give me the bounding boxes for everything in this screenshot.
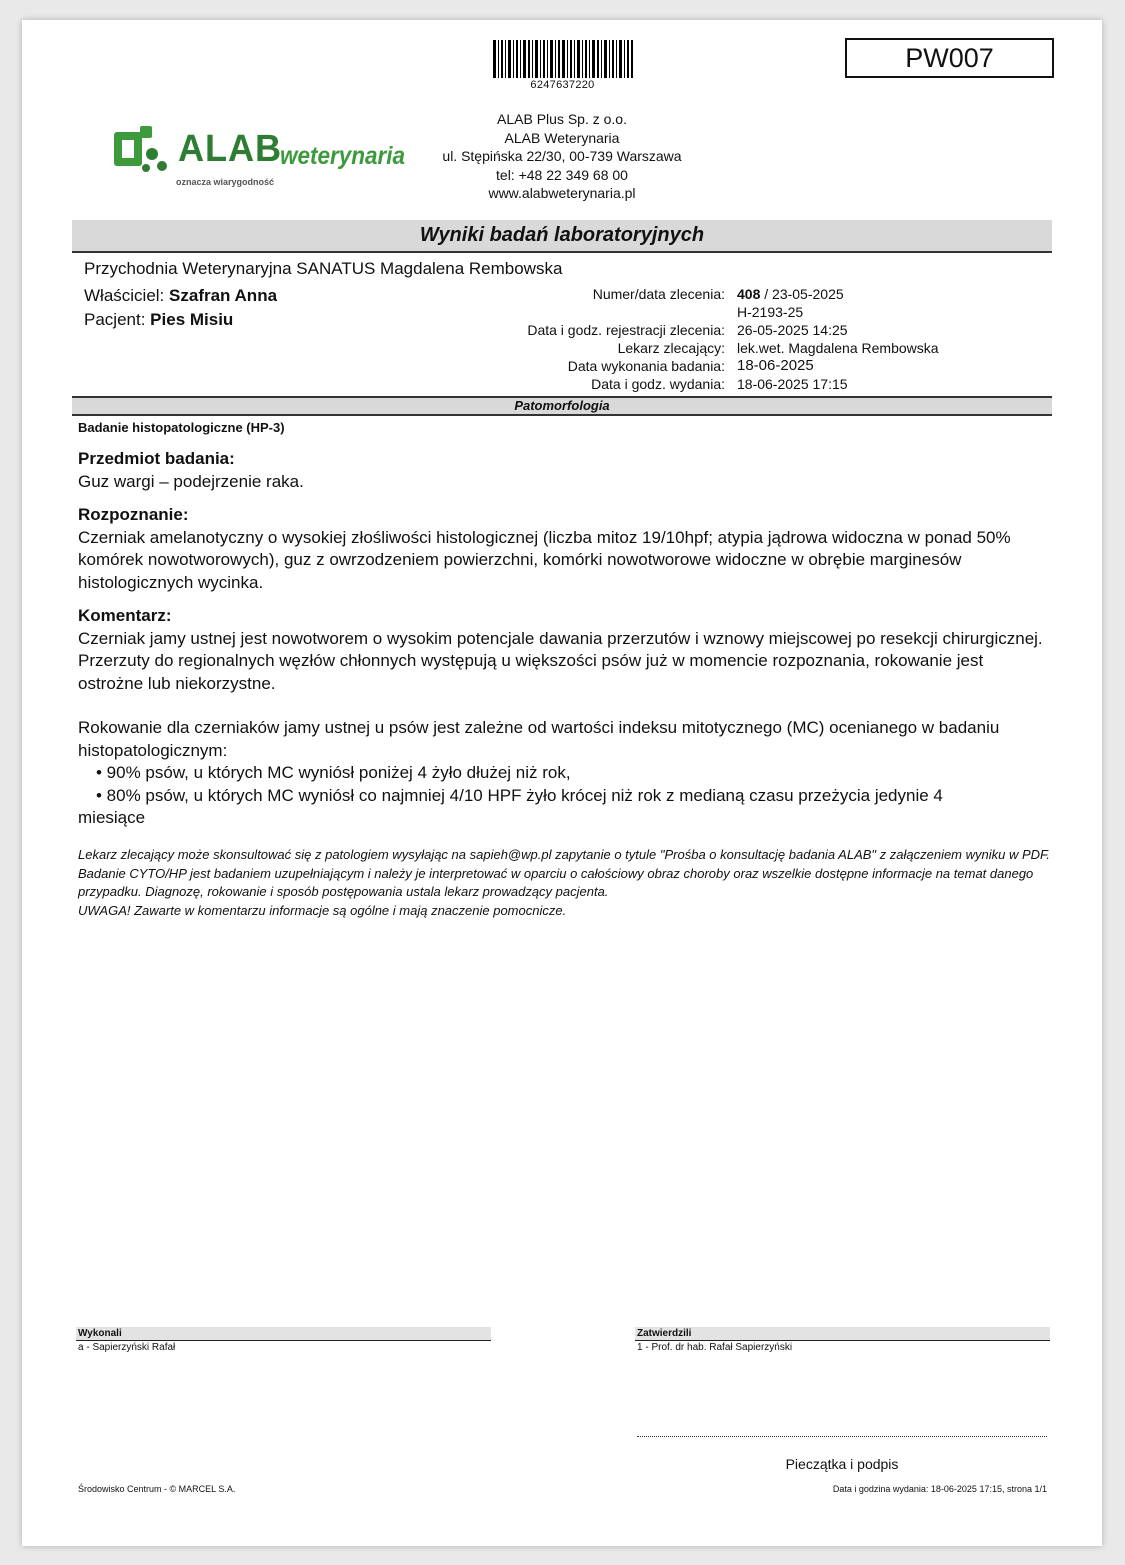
notes (78, 846, 1053, 920)
exam-title: Badanie histopatologiczne (HP-3) (78, 420, 285, 435)
note-line: Lekarz zlecający może skonsultować się z patologiem wysyłając na sapieh@wp.pl zapytanie o tytule "Prośba o konsultację badania ALAB" z załączeniem wyniku w PDF. (78, 847, 1050, 862)
performed-heading: Wykonali (76, 1327, 491, 1341)
company-line: ALAB Plus Sp. z o.o. (497, 111, 627, 127)
report-title: Wyniki badań laboratoryjnych (72, 220, 1052, 253)
note-line: UWAGA! Zawarte w komentarzu informacje są ogólne i mają znaczenie pomocnicze. (78, 902, 567, 918)
approved-by (635, 1327, 1050, 1353)
owner-value: Szafran Anna (169, 286, 278, 305)
signature-line (637, 1436, 1047, 1437)
approved-name: 1 - Prof. dr hab. Rafał Sapierzyński (637, 1342, 793, 1353)
order-label: Numer/data zlecenia: (592, 286, 725, 302)
report-body (78, 448, 1043, 830)
comment-text: Czerniak jamy ustnej jest nowotworem o wysokim potencjale dawania przerzutów i wznowy miejscowej po resekcji chirurgicznej. Przerzuty do regionalnych węzłów chłonnych występują u większości psów już w momencie rozpoznania, rokowanie jest ostrożne lub niekorzystne. (78, 628, 1043, 693)
footer-left: Środowisko Centrum - © MARCEL S.A. (78, 1484, 236, 1494)
subject-heading: Przedmiot badania: (78, 449, 235, 468)
report-page (22, 20, 1102, 1546)
performed-name: a - Sapierzyński Rafał (78, 1342, 176, 1353)
note-line: Badanie CYTO/HP jest badaniem uzupełniającym i należy je interpretować w oparciu o całościowy obraz choroby oraz wszelkie dostępne informacje na temat danego przypadku. Diagnozę, rokowanie i sposób postępowania ustala lekarz prowadzący pacjenta. (78, 865, 1034, 899)
patient-value: Pies Misiu (150, 310, 234, 329)
prognosis-bullet: • 80% psów, u których MC wyniósł co najmniej 4/10 HPF żyło krócej niż rok z medianą czasu przeżycia jedynie 4 (96, 785, 943, 805)
alab-logo (110, 120, 410, 195)
registration-value: 26-05-2025 14:25 (737, 322, 848, 338)
company-line: ALAB Weterynaria (504, 129, 620, 146)
logo-brand: ALAB (178, 128, 283, 170)
section-title: Patomorfologia (72, 396, 1052, 416)
diagnosis-text: Czerniak amelanotyczny o wysokiej złośliwości histologicznej (liczba mitoz 19/10hpf; atypia jądrowa widoczna w ponad 50% komórek nowotworowych), guz z owrzodzeniem powierzchni, komórki nowotworowe widoczne w obrębie marginesów histologicznych wycinka. (78, 527, 1011, 592)
order-number: 408 (737, 286, 761, 302)
performed-by (76, 1327, 491, 1353)
issue-label: Data i godz. wydania: (591, 376, 725, 392)
owner (84, 286, 277, 306)
clinic-name: Przychodnia Weterynaryjna SANATUS Magdalena Rembowska (84, 259, 563, 278)
company-line: ul. Stępińska 22/30, 00-739 Warszawa (442, 148, 682, 164)
footer-right: Data i godzina wydania: 18-06-2025 17:15, strona 1/1 (832, 1484, 1047, 1494)
stamp-label: Pieczątka i podpis (785, 1456, 899, 1472)
company-line: tel: +48 22 349 68 00 (496, 166, 628, 183)
patient (84, 310, 233, 330)
report-code: PW007 (845, 38, 1054, 78)
logo-mark-icon (110, 124, 174, 176)
order-date: / 23-05-2025 (760, 286, 844, 302)
approved-heading: Zatwierdzili (635, 1327, 1050, 1341)
subject-text: Guz wargi – podejrzenie raka. (78, 471, 304, 491)
order-meta (452, 285, 1072, 393)
barcode-icon (493, 40, 633, 78)
patient-label: Pacjent: (84, 310, 146, 329)
barcode (490, 40, 635, 91)
order-code: H-2193-25 (737, 304, 804, 320)
diagnosis-heading: Rozpoznanie: (78, 505, 189, 524)
logo-tagline: oznacza wiarygodność (176, 177, 275, 187)
barcode-number: 6247637220 (530, 79, 595, 91)
company-address (402, 110, 722, 203)
issue-value: 18-06-2025 17:15 (737, 376, 848, 392)
prognosis-text: Rokowanie dla czerniaków jamy ustnej u psów jest zależne od wartości indeksu mitotycznego (MC) ocenianego w badaniu histopatologicznym: (78, 718, 1000, 760)
prognosis-bullet: • 90% psów, u których MC wyniósł poniżej 4 żyło dłużej niż rok, (96, 763, 571, 782)
doctor-value: lek.wet. Magdalena Rembowska (737, 340, 939, 356)
prognosis-bullet-cont: miesiące (78, 808, 146, 827)
exam-date-value: 18-06-2025 (737, 357, 814, 374)
doctor-label: Lekarz zlecający: (617, 340, 725, 356)
registration-label: Data i godz. rejestracji zlecenia: (527, 322, 725, 338)
logo-sub: weterynaria (280, 142, 406, 170)
comment-heading: Komentarz: (78, 606, 172, 625)
company-website: www.alabweterynaria.pl (488, 185, 636, 201)
owner-label: Właściciel: (84, 286, 165, 305)
exam-date-label: Data wykonania badania: (567, 358, 725, 374)
